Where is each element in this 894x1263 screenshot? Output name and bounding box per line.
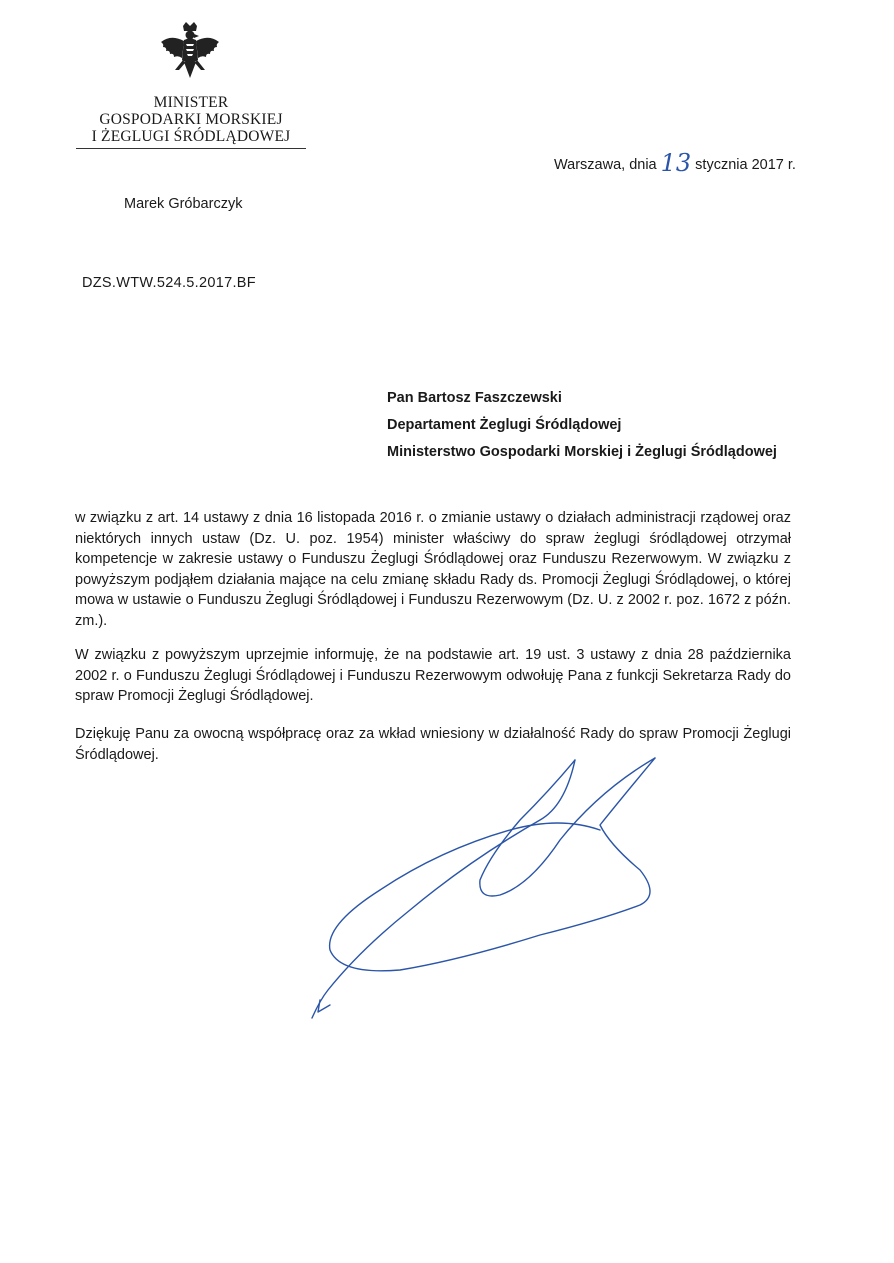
- body-paragraph: Dziękuję Panu za owocną współpracę oraz za wkład wniesiony w działalność Rady do spraw Promocji Żeglugi Śródlądowej.: [75, 726, 791, 763]
- office-title-line: MINISTER: [153, 94, 229, 111]
- office-title-line: I ŻEGLUGI ŚRÓDLĄDOWEJ: [91, 128, 291, 145]
- date-day-handwritten: 13: [660, 149, 692, 177]
- reference-number: DZS.WTW.524.5.2017.BF: [82, 275, 256, 291]
- office-title-underline: [76, 148, 306, 149]
- handwritten-signature: [300, 750, 700, 1030]
- signer-name: Marek Gróbarczyk: [124, 196, 243, 212]
- date-suffix: stycznia 2017 r.: [695, 157, 796, 173]
- office-title-line: GOSPODARKI MORSKIEJ: [99, 111, 283, 128]
- date-line: [554, 149, 796, 177]
- body-paragraph: W związku z powyższym uprzejmie informuję, że na podstawie art. 19 ust. 3 ustawy z dnia 28 października 2002 r. o Funduszu Żeglugi Śródlądowej i Funduszu Rezerwowym odwołuję Pana z funkcji Sekretarza Rady do spraw Promocji Żeglugi Śródlądowej.: [75, 647, 791, 705]
- polish-eagle-icon: [155, 20, 225, 90]
- body-paragraph: w związku z art. 14 ustawy z dnia 16 listopada 2016 r. o zmianie ustawy o działach administracji rządowej oraz niektórych innych ustaw (Dz. U. poz. 1954) minister właściwy do spraw żeglugi śródlądowej otrzymał kompetencje w zakresie ustawy o Funduszu Żeglugi Śródlądowej oraz Funduszu Rezerwowym. W związku z powyższym podjąłem działania mające na celu zmianę składu Rady ds. Promocji Żeglugi Śródlądowej, o której mowa w ustawie o Funduszu Żeglugi Śródlądowej i Funduszu Rezerwowym (Dz. U. z 2002 r. poz. 1672 z późn. zm.).: [75, 510, 791, 629]
- date-prefix: Warszawa, dnia: [554, 157, 657, 173]
- addressee-name: Pan Bartosz Faszczewski: [387, 390, 562, 406]
- addressee-ministry: Ministerstwo Gospodarki Morskiej i Żeglugi Śródlądowej: [387, 444, 777, 460]
- addressee-department: Departament Żeglugi Śródlądowej: [387, 417, 622, 433]
